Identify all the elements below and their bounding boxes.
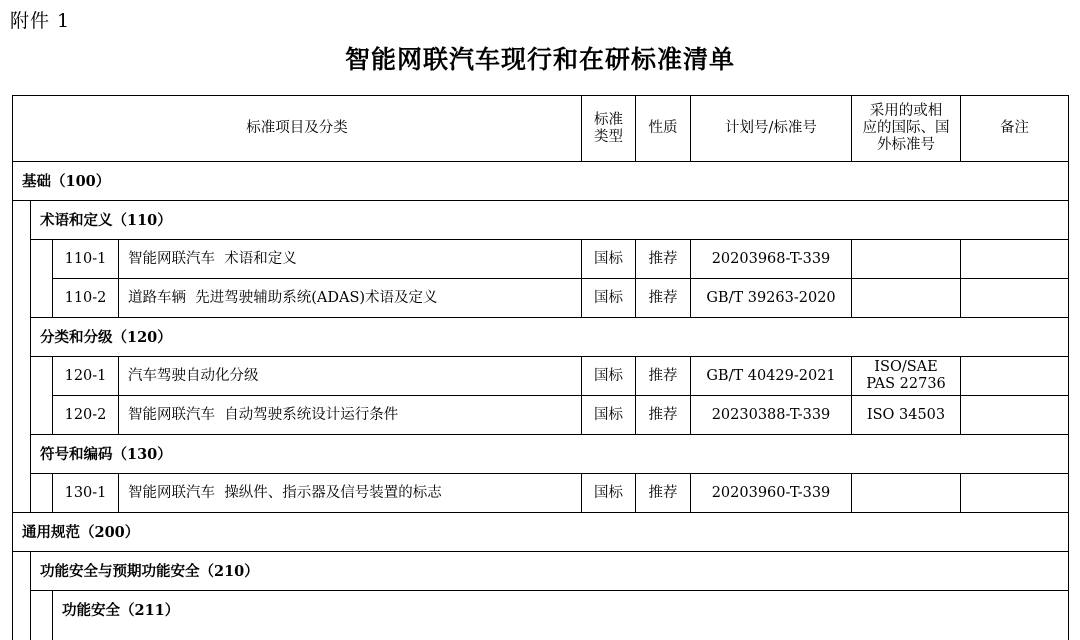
header-intl-line3: 外标准号: [877, 137, 935, 153]
section-120: 分类和分级（120）: [40, 328, 172, 346]
document-title: 智能网联汽车现行和在研标准清单: [344, 45, 735, 74]
section-200: 通用规范（200）: [22, 523, 140, 541]
standards-table: [12, 95, 1069, 640]
row-nature: 推荐: [648, 406, 678, 423]
row-number: 120-2: [64, 406, 107, 423]
header-type-line1: 标准: [594, 111, 623, 128]
row-type: 国标: [594, 484, 623, 501]
row-type: 国标: [594, 406, 623, 423]
row-intl-line1: ISO/SAE: [874, 359, 938, 375]
row-number: 110-2: [64, 289, 107, 306]
header-intl: [852, 96, 960, 161]
row-type: 国标: [594, 289, 623, 306]
header-intl-line1: 采用的或相: [869, 103, 943, 119]
row-number: 110-1: [64, 250, 107, 267]
row-name: 智能网联汽车 自动驾驶系统设计运行条件: [128, 406, 399, 423]
row-name: 道路车辆 先进驾驶辅助系统(ADAS)术语及定义: [128, 289, 438, 306]
header-nature: 性质: [648, 120, 678, 136]
row-plan-no: 20203960-T-339: [711, 484, 831, 501]
header-remark: 备注: [1000, 120, 1029, 136]
section-130: 符号和编码（130）: [40, 445, 172, 463]
row-intl-line2: PAS 22736: [866, 376, 946, 392]
row-name: 汽车驾驶自动化分级: [128, 367, 259, 384]
header-type: [582, 96, 635, 161]
row-type: 国标: [594, 250, 623, 267]
row-plan-no: 20230388-T-339: [711, 406, 831, 423]
row-nature: 推荐: [648, 484, 678, 501]
header-plan-no: 计划号/标准号: [725, 120, 817, 136]
row-nature: 推荐: [648, 289, 678, 306]
section-110: 术语和定义（110）: [40, 211, 172, 229]
row-plan-no: 20203968-T-339: [711, 250, 831, 267]
header-type-line2: 类型: [594, 128, 623, 145]
attachment-label: 附件 1: [10, 10, 71, 32]
section-100: 基础（100）: [22, 172, 111, 190]
row-name: 智能网联汽车 术语和定义: [128, 250, 297, 267]
row-intl: ISO 34503: [866, 406, 946, 423]
row-number: 120-1: [64, 367, 107, 384]
row-name: 智能网联汽车 操纵件、指示器及信号装置的标志: [128, 484, 442, 501]
row-type: 国标: [594, 367, 623, 384]
section-210: 功能安全与预期功能安全（210）: [40, 562, 259, 580]
row-nature: 推荐: [648, 367, 678, 384]
row-intl: [852, 357, 960, 395]
row-plan-no: GB/T 39263-2020: [706, 289, 836, 306]
header-item: 标准项目及分类: [246, 120, 348, 136]
section-211: 功能安全（211）: [62, 601, 180, 619]
row-plan-no: GB/T 40429-2021: [706, 367, 836, 384]
header-intl-line2: 应的国际、国: [862, 120, 950, 136]
row-number: 130-1: [64, 484, 107, 501]
row-nature: 推荐: [648, 250, 678, 267]
